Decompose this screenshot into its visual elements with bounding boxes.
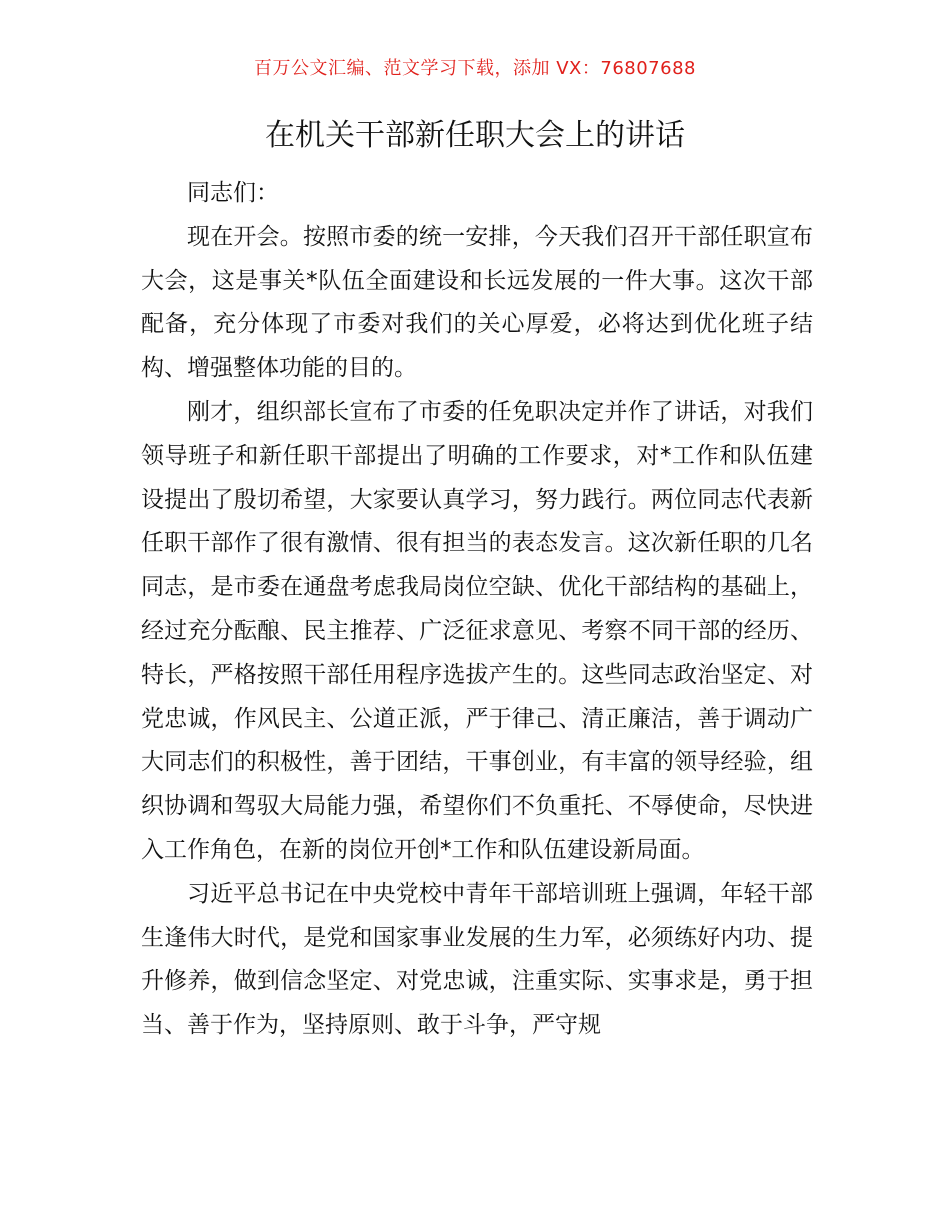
document-title: 在机关干部新任职大会上的讲话 (265, 118, 685, 153)
paragraph-xi-remarks: 习近平总书记在中央党校中青年干部培训班上强调，年轻干部生逢伟大时代，是党和国家事业发展的生力军，必须练好内功、提升修养，做到信念坚定、对党忠诚，注重实际、实事求是，勇于担当、善于作为，坚持原则、敢于斗争，严守规 (141, 880, 813, 1039)
paragraph-appointments: 刚才，组织部长宣布了市委的任免职决定并作了讲话，对我们领导班子和新任职干部提出了明确的工作要求，对*工作和队伍建设提出了殷切希望，大家要认真学习，努力践行。两位同志代表新任职干部作了很有激情、很有担当的表态发言。这次新任职的几名同志，是市委在通盘考虑我局岗位空缺、优化干部结构的基础上，经过充分酝酿、民主推荐、广泛征求意见、考察不同干部的经历、特长，严格按照干部任用程序选拔产生的。这些同志政治坚定、对党忠诚，作风民主、公道正派，严于律己、清正廉洁，善于调动广大同志们的积极性，善于团结，干事创业，有丰富的领导经验，组织协调和驾驭大局能力强，希望你们不负重托、不辱使命，尽快进入工作角色，在新的岗位开创*工作和队伍建设新局面。 (141, 398, 813, 863)
header-promo-note: 百万公文汇编、范文学习下载，添加 VX：76807688 (254, 58, 696, 79)
paragraph-opening: 现在开会。按照市委的统一安排，今天我们召开干部任职宣布大会，这是事关*队伍全面建设和长远发展的一件大事。这次干部配备，充分体现了市委对我们的关心厚爱，必将达到优化班子结构、增强整体功能的目的。 (141, 223, 813, 382)
document-body (141, 172, 813, 1048)
salutation: 同志们： (187, 180, 279, 206)
